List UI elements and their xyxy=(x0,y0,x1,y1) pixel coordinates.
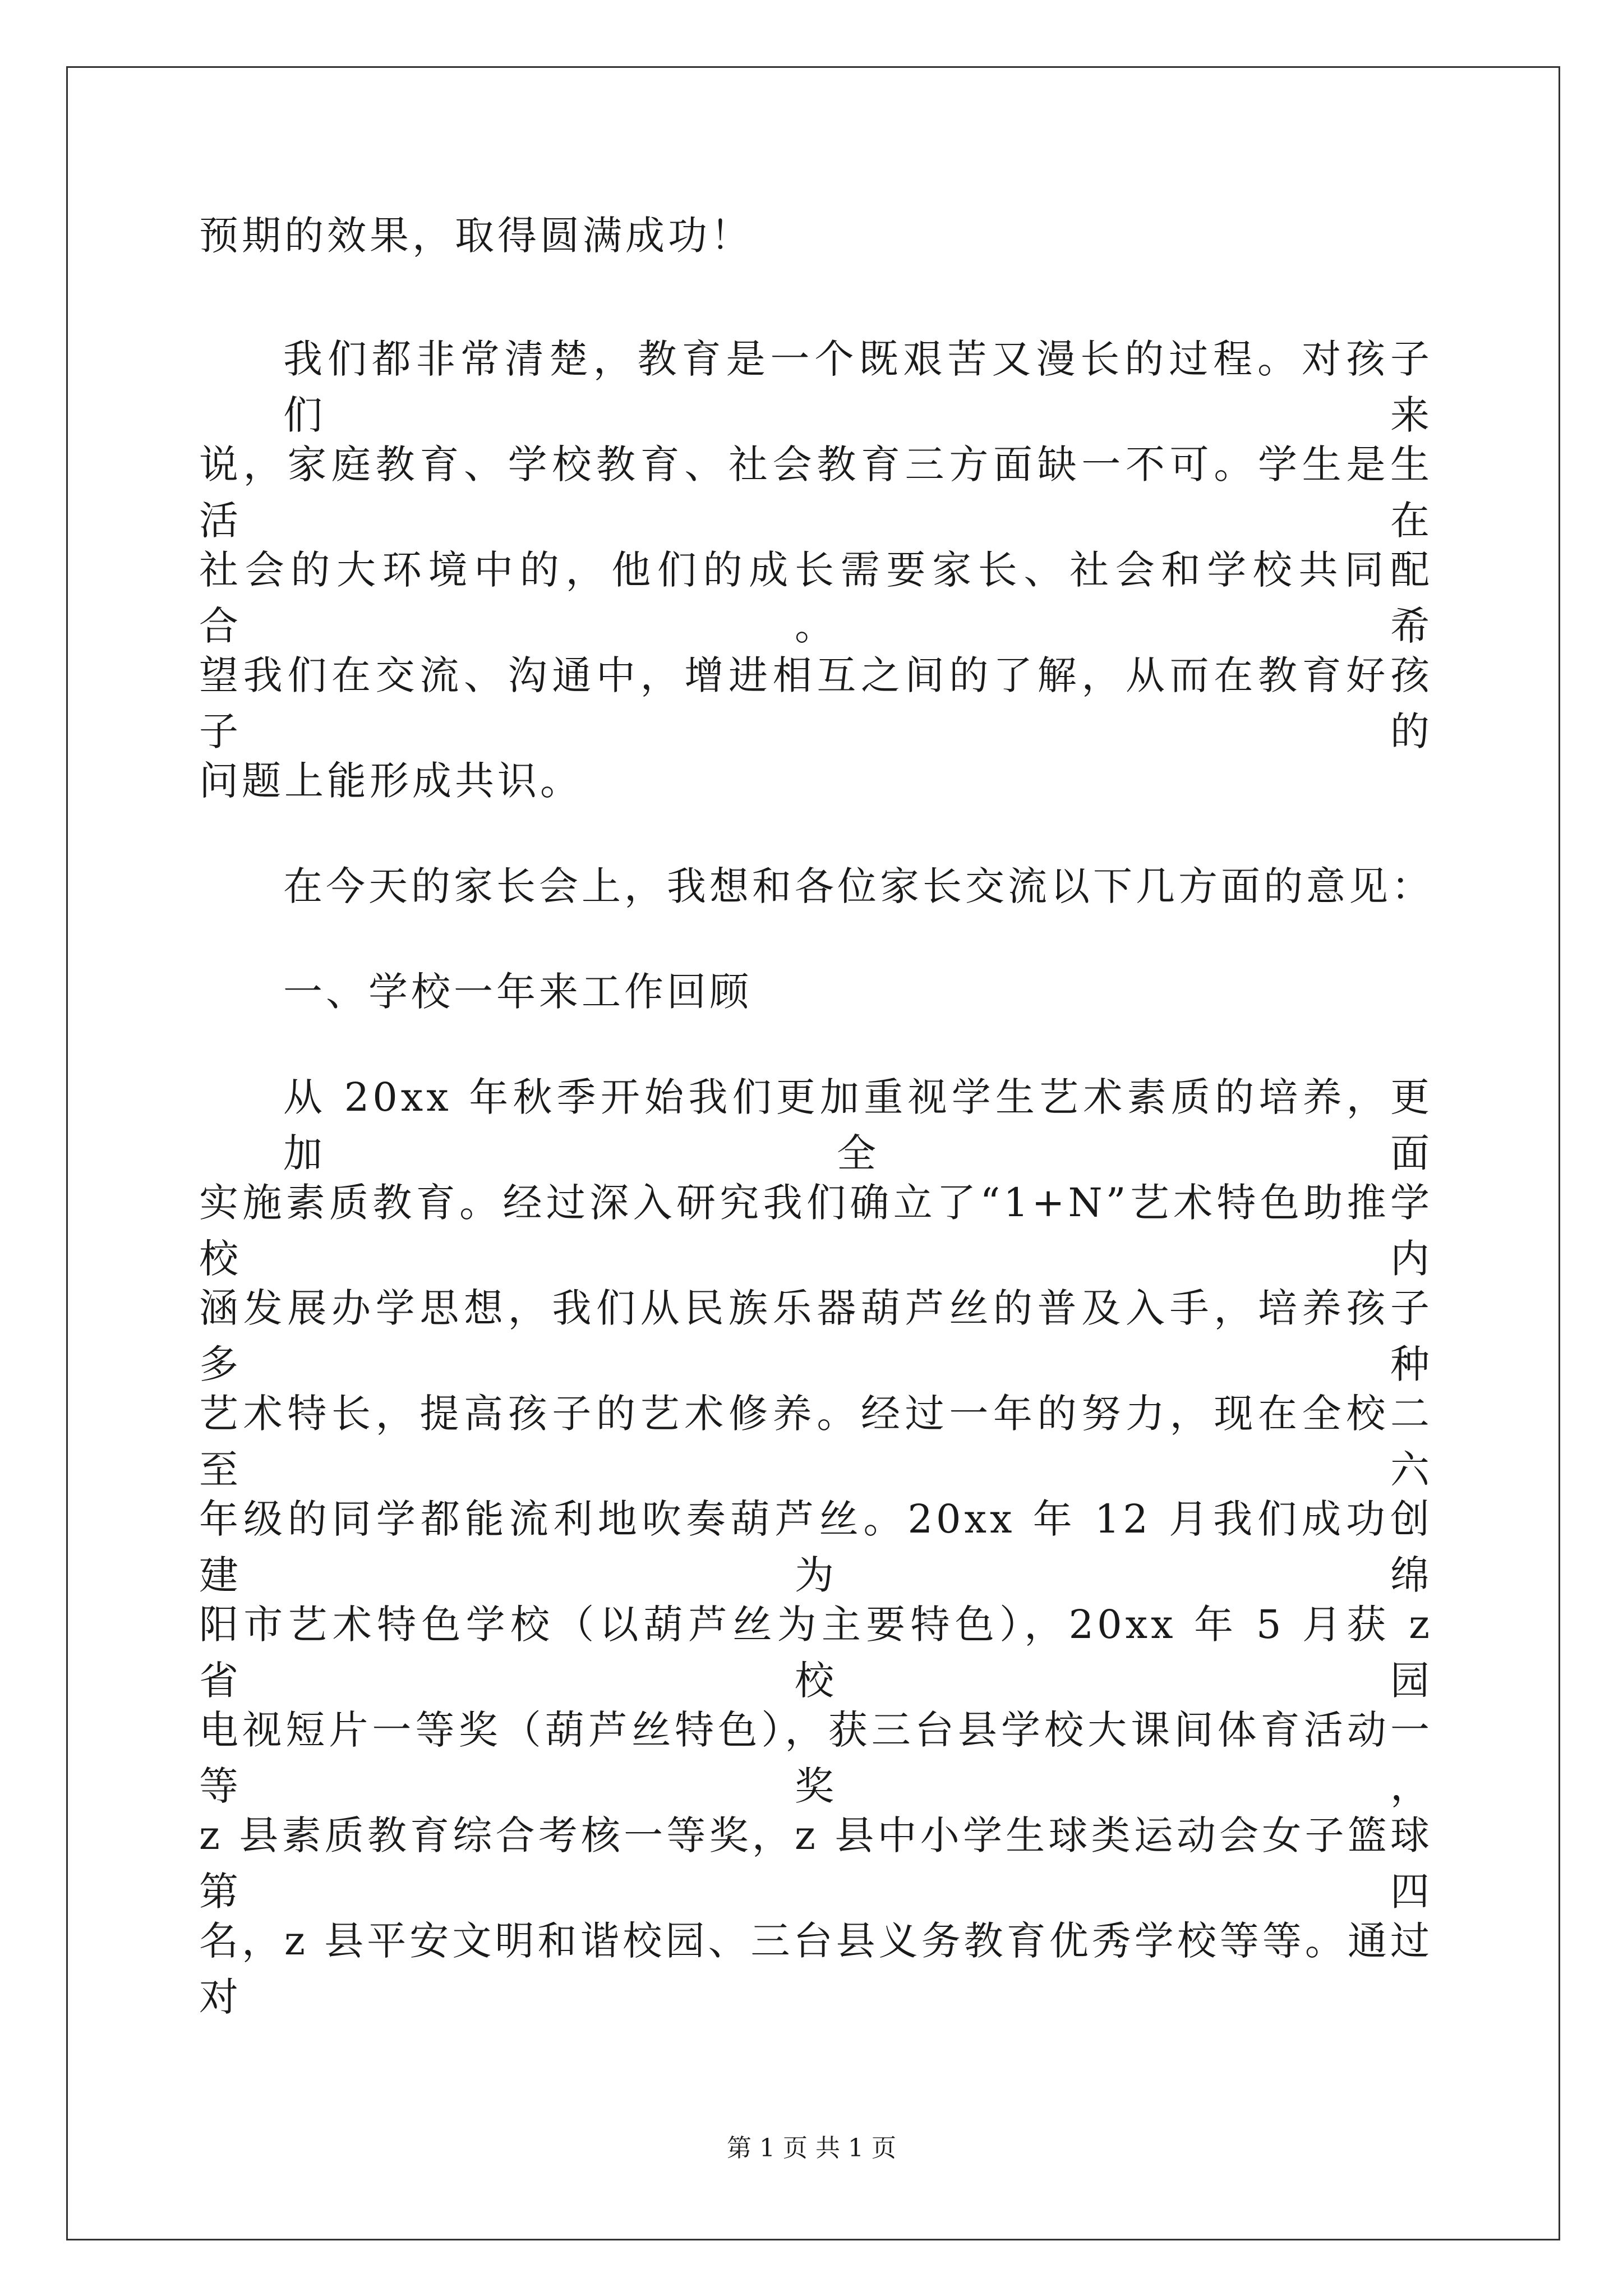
paragraph-line: 年级的同学都能流利地吹奏葫芦丝。20xx 年 12 月我们成功创建为绵 xyxy=(199,1496,1433,1598)
paragraph-line: 实施素质教育。经过深入研究我们确立了“1+N”艺术特色助推学校内 xyxy=(199,1180,1433,1282)
paragraph-line: 说，家庭教育、学校教育、社会教育三方面缺一不可。学生是生活在 xyxy=(199,441,1433,544)
paragraph-line: 社会的大环境中的，他们的成长需要家长、社会和学校共同配合。希 xyxy=(199,547,1433,649)
paragraph-line: 在今天的家长会上，我想和各位家长交流以下几方面的意见： xyxy=(283,863,1434,909)
section-heading: 一、学校一年来工作回顾 xyxy=(283,969,752,1015)
paragraph-line: 从 20xx 年秋季开始我们更加重视学生艺术素质的培养，更加全面 xyxy=(283,1074,1433,1176)
paragraph-line: 问题上能形成共识。 xyxy=(199,758,583,804)
paragraph-line: 涵发展办学思想，我们从民族乐器葫芦丝的普及入手，培养孩子多种 xyxy=(199,1285,1433,1387)
paragraph-line: 我们都非常清楚，教育是一个既艰苦又漫长的过程。对孩子们来 xyxy=(283,336,1433,438)
text-line: 预期的效果，取得圆满成功！ xyxy=(199,213,753,259)
paragraph-line: 电视短片一等奖（葫芦丝特色），获三台县学校大课间体育活动一等奖， xyxy=(199,1707,1433,1809)
paragraph-line: 艺术特长，提高孩子的艺术修养。经过一年的努力，现在全校二至六 xyxy=(199,1391,1433,1493)
paragraph-line: z 县素质教育综合考核一等奖，z 县中小学生球类运动会女子篮球第四 xyxy=(199,1812,1433,1915)
paragraph-line: 名，z 县平安文明和谐校园、三台县义务教育优秀学校等等。通过对 xyxy=(199,1918,1433,2020)
paragraph-line: 阳市艺术特色学校（以葫芦丝为主要特色），20xx 年 5 月获 z 省校园 xyxy=(199,1602,1433,1704)
page-footer: 第 1 页 共 1 页 xyxy=(727,2134,896,2162)
paragraph-line: 望我们在交流、沟通中，增进相互之间的了解，从而在教育好孩子的 xyxy=(199,652,1433,754)
